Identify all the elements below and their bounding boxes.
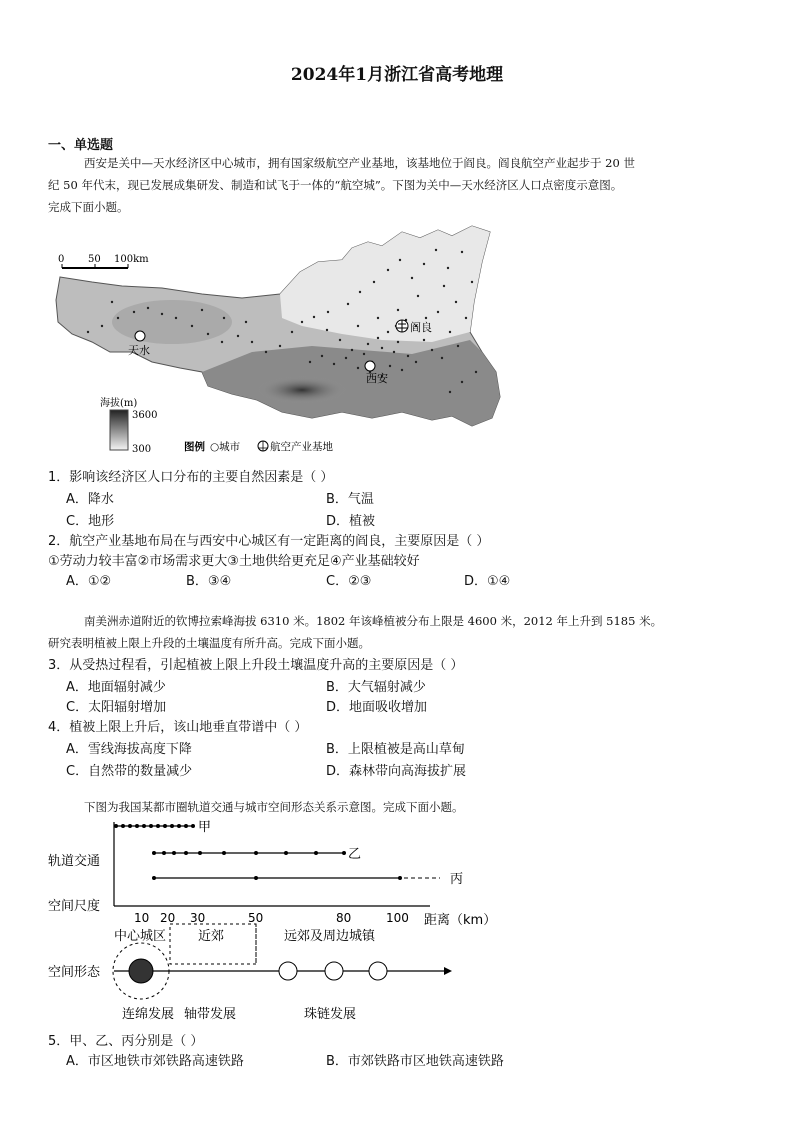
tick-100: 100 — [386, 911, 409, 925]
tick-80: 80 — [336, 911, 352, 925]
question-5-option-a[interactable]: A．市区地铁市郊铁路高速铁路 — [66, 1054, 244, 1069]
question-5-option-b[interactable]: B．市郊铁路市区地铁高速铁路 — [326, 1054, 504, 1069]
aviation-base-icon — [396, 320, 408, 332]
tick-30: 30 — [190, 911, 206, 925]
line-label-bing: 丙 — [450, 872, 464, 887]
question-1-option-d[interactable]: D．植被 — [326, 514, 376, 529]
label-transit: 轨道交通 — [48, 854, 101, 869]
zone-center: 中心城区 — [114, 929, 167, 944]
scale-label-50: 50 — [88, 254, 101, 265]
dev-axial: 轴带发展 — [184, 1007, 237, 1022]
label-scale: 空间尺度 — [48, 899, 101, 914]
legend-base-icon — [258, 441, 268, 451]
question-1-stem: 1．影响该经济区人口分布的主要自然因素是（ ） — [48, 470, 334, 485]
question-4-option-b[interactable]: B．上限植被是高山草甸 — [326, 742, 465, 757]
question-3-stem: 3．从受热过程看，引起植被上限上升段土壤温度升高的主要原因是（ ） — [48, 658, 464, 673]
zone-far: 远郊及周边城镇 — [284, 929, 376, 944]
passage-1-line-3: 完成下面小题。 — [48, 200, 129, 214]
dev-bead: 珠链发展 — [304, 1007, 357, 1022]
line-label-yi: 乙 — [348, 847, 362, 862]
passage-1-line-2: 纪 50 年代末，现已发展成集研发、制造和试飞于一体的“航空城”。下图为关中—天水经济区人口点密度示意图。 — [48, 178, 623, 192]
legend-base: 航空产业基地 — [270, 441, 333, 453]
bead-circle-3 — [369, 962, 387, 980]
transit-line-jia — [114, 824, 195, 828]
population-density-map — [52, 222, 504, 458]
label-form: 空间形态 — [48, 965, 101, 980]
bead-circle-1 — [279, 962, 297, 980]
passage-3: 下图为我国某都市圈轨道交通与城市空间形态关系示意图。完成下面小题。 — [84, 800, 464, 814]
scale-label-100: 100km — [114, 254, 149, 265]
question-1-option-b[interactable]: B．气温 — [326, 492, 374, 507]
transit-line-yi — [152, 851, 346, 855]
question-2-option-a[interactable]: A．①② — [66, 574, 112, 589]
question-2-stem: 2．航空产业基地布局在与西安中心城区有一定距离的阎良，主要原因是（ ） — [48, 534, 490, 549]
question-2-option-c[interactable]: C．②③ — [326, 574, 372, 589]
question-2-option-d[interactable]: D．①④ — [464, 574, 511, 589]
question-4-option-a[interactable]: A．雪线海拔高度下降 — [66, 742, 192, 757]
legend-elevation-max: 3600 — [132, 410, 158, 421]
legend-elevation-min: 300 — [132, 444, 152, 455]
question-4-option-d[interactable]: D．森林带向高海拔扩展 — [326, 764, 467, 779]
tick-50: 50 — [248, 911, 264, 925]
city-label-tianshui: 天水 — [128, 344, 150, 357]
scale-bar — [58, 254, 149, 268]
dev-contiguous: 连绵发展 — [122, 1007, 175, 1022]
line-label-jia: 甲 — [198, 820, 212, 835]
passage-2 — [48, 610, 748, 654]
elevation-gradient-bar — [110, 410, 128, 450]
question-2-items: ①劳动力较丰富②市场需求更大③土地供给更充足④产业基础较好 — [48, 554, 420, 569]
legend-elevation-title: 海拔(m) — [100, 398, 138, 409]
city-label-xian: 西安 — [366, 372, 388, 385]
xian-city-marker — [365, 361, 375, 371]
question-3-option-b[interactable]: B．大气辐射减少 — [326, 680, 426, 695]
question-1-option-a[interactable]: A．降水 — [66, 492, 114, 507]
question-2-option-b[interactable]: B．③④ — [186, 574, 232, 589]
question-1-option-c[interactable]: C．地形 — [66, 514, 115, 529]
scale-label-0: 0 — [58, 254, 65, 265]
transit-line-bing — [152, 876, 440, 880]
tick-20: 20 — [160, 911, 176, 925]
passage-1-line-1: 西安是关中—天水经济区中心城市，拥有国家级航空产业基地，该基地位于阎良。阎良航空产业起步于 20 世 — [84, 156, 635, 170]
passage-1 — [48, 152, 748, 218]
section-heading: 一、单选题 — [48, 138, 114, 153]
legend-city: ○城市 — [210, 441, 241, 453]
passage-2-line-2: 研究表明植被上限上升段的土壤温度有所升高。完成下面小题。 — [48, 636, 370, 650]
center-city-circle — [129, 959, 153, 983]
question-4-stem: 4．植被上限上升后，该山地垂直带谱中（ ） — [48, 720, 308, 735]
zone-near: 近郊 — [198, 929, 225, 944]
question-3-option-d[interactable]: D．地面吸收增加 — [326, 700, 428, 715]
legend-title: 图例 — [184, 441, 205, 453]
question-4-option-c[interactable]: C．自然带的数量减少 — [66, 764, 193, 779]
question-3-option-a[interactable]: A．地面辐射减少 — [66, 680, 166, 695]
bead-circle-2 — [325, 962, 343, 980]
transit-form-diagram — [40, 810, 500, 1028]
base-label-yanliang: 阎良 — [410, 321, 432, 334]
tick-10: 10 — [134, 911, 150, 925]
tianshui-city-marker — [135, 331, 145, 341]
passage-2-line-1: 南美洲赤道附近的钦博拉索峰海拔 6310 米。1802 年该峰植被分布上限是 4600 米，2012 年上升到 5185 米。 — [84, 614, 663, 628]
question-3-option-c[interactable]: C．太阳辐射增加 — [66, 700, 167, 715]
page-title: 2024年1月浙江省高考地理 — [290, 65, 504, 85]
axis-label-distance: 距离（km） — [424, 913, 497, 928]
question-5-stem: 5．甲、乙、丙分别是（ ） — [48, 1034, 204, 1049]
